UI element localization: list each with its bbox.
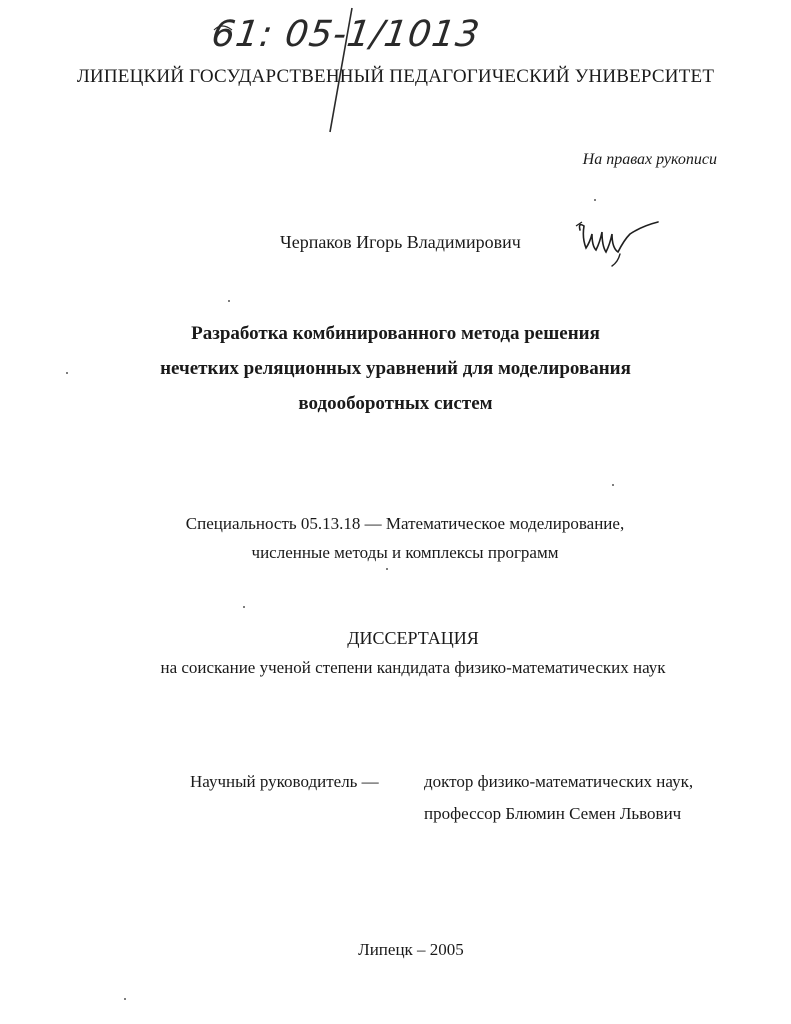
specialty-line-1: Специальность 05.13.18 — Математическое моделирование,	[185, 514, 625, 533]
scan-speck	[124, 998, 126, 1000]
city-year: Липецк – 2005	[358, 940, 464, 959]
archive-code: 61: 05-1/1013	[209, 14, 483, 55]
university-name: ЛИПЕЦКИЙ ГОСУДАРСТВЕННЫЙ ПЕДАГОГИЧЕСКИЙ УНИВЕРСИТЕТ	[76, 66, 715, 87]
advisor-title-name: профессор Блюмин Семен Львович	[424, 804, 682, 823]
degree-description: на соискание ученой степени кандидата физико-математических наук	[160, 658, 666, 677]
scan-speck	[228, 300, 230, 302]
advisor-label: Научный руководитель —	[190, 772, 379, 791]
author-name: Черпаков Игорь Владимирович	[280, 232, 521, 252]
title-line-2: нечетких реляционных уравнений для моделирования	[160, 358, 631, 379]
scan-speck	[386, 568, 388, 570]
advisor-degree: доктор физико-математических наук,	[424, 772, 694, 791]
specialty-line-2: численные методы и комплексы программ	[251, 543, 559, 562]
author-signature	[572, 212, 664, 268]
document-type: ДИССЕРТАЦИЯ	[347, 628, 479, 648]
title-line-3: водооборотных систем	[298, 393, 493, 414]
scan-speck	[243, 606, 245, 608]
scan-speck	[66, 372, 68, 374]
manuscript-rights-note: На правах рукописи	[582, 151, 717, 168]
scan-speck	[594, 199, 596, 201]
title-line-1: Разработка комбинированного метода решения	[191, 323, 600, 344]
scan-speck	[612, 484, 614, 486]
